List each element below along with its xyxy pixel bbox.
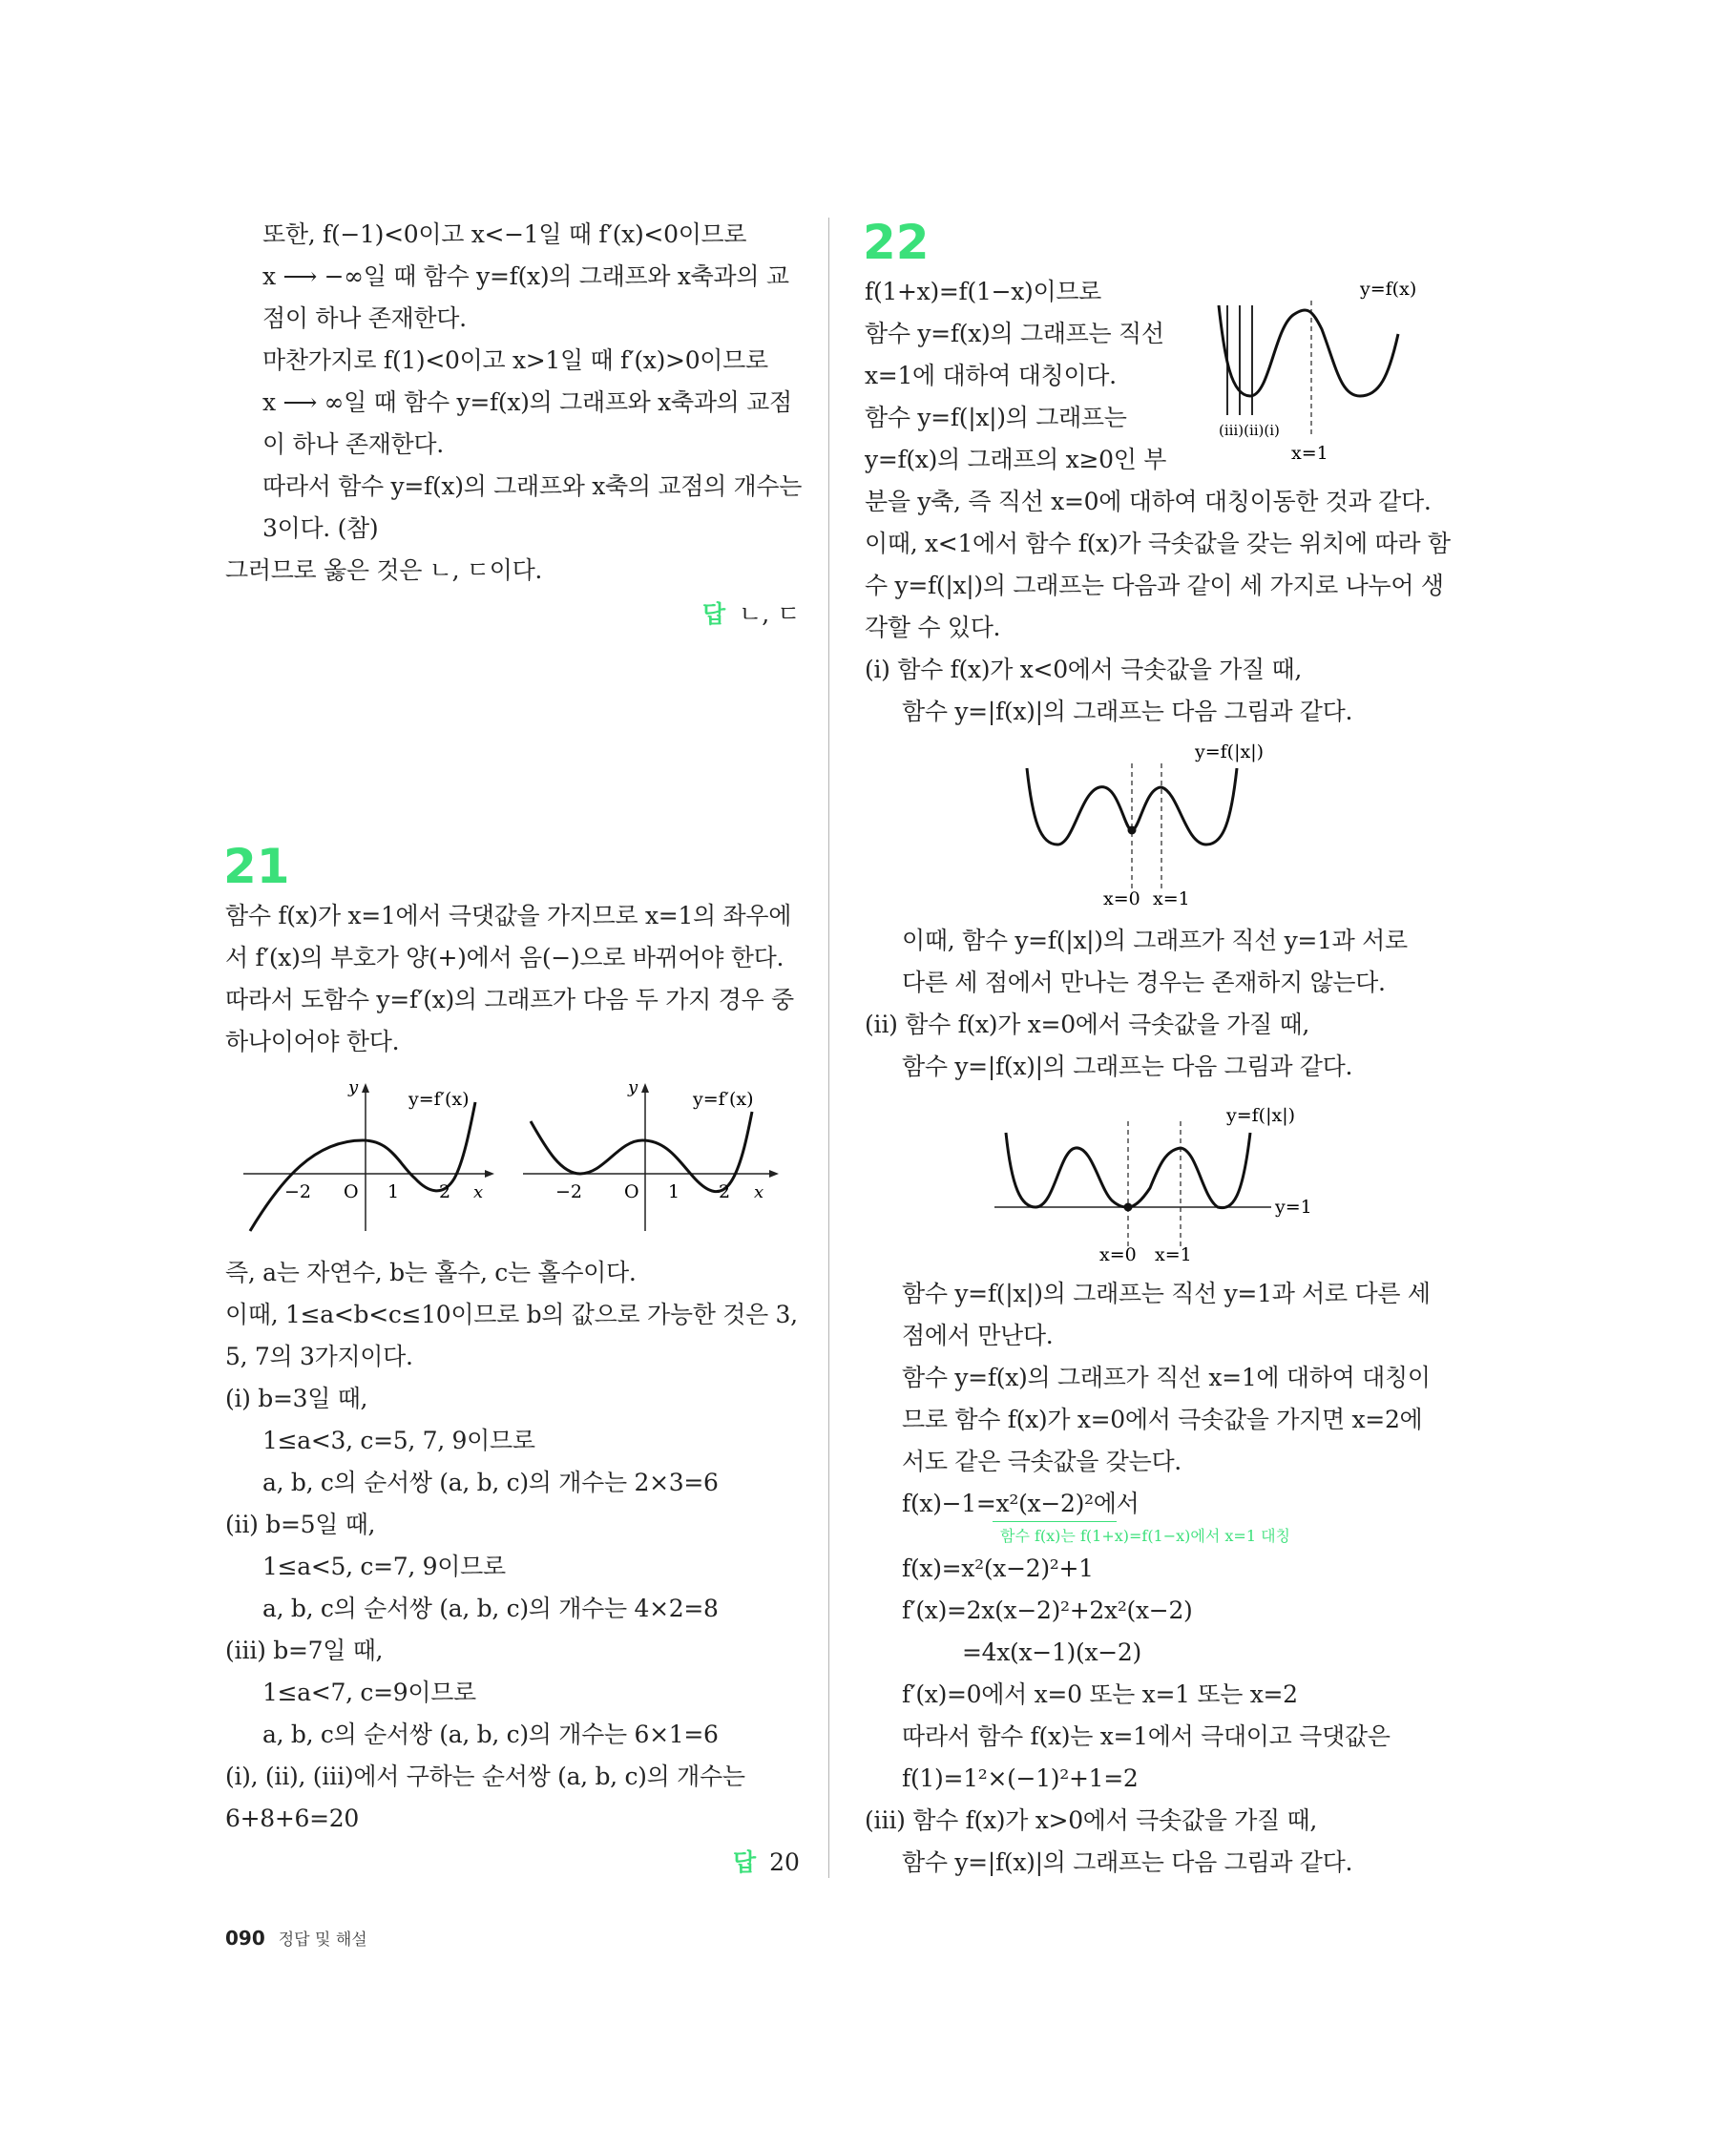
text-line: 그러므로 옳은 것은 ㄴ, ㄷ이다. xyxy=(225,556,543,584)
text-line: 1≤a<3, c=5, 7, 9이므로 xyxy=(262,1427,535,1454)
line-label: x=0 xyxy=(1103,888,1140,909)
text-line: 6+8+6=20 xyxy=(225,1805,359,1832)
text-line: f′(x)=2x(x−2)²+2x²(x−2) xyxy=(902,1596,1193,1624)
func-label: y=f′(x) xyxy=(693,1089,754,1110)
text-line: 따라서 도함수 y=f′(x)의 그래프가 다음 두 가지 경우 중 xyxy=(225,986,794,1013)
text-line: (ⅰ) b=3일 때, xyxy=(225,1385,368,1412)
section-title: 정답 및 해설 xyxy=(278,1930,367,1950)
text-line: 즉, a는 자연수, b는 홀수, c는 홀수이다. xyxy=(225,1259,637,1286)
text-line: 점에서 만난다. xyxy=(902,1322,1054,1349)
text-line: 따라서 함수 y=f(x)의 그래프와 x축의 교점의 개수는 xyxy=(262,472,803,500)
text-line: 이때, 1≤a<b<c≤10이므로 b의 값으로 가능한 것은 3, xyxy=(225,1301,798,1328)
tick-label: 2 xyxy=(439,1181,451,1202)
graph-fprime-case2 xyxy=(523,1074,790,1245)
func-label: y=f(x) xyxy=(1360,279,1417,300)
text-line: (ⅲ) 함수 f(x)가 x>0에서 극솟값을 가질 때, xyxy=(865,1806,1318,1834)
tick-label: 1 xyxy=(668,1181,680,1202)
text-line: a, b, c의 순서쌍 (a, b, c)의 개수는 6×1=6 xyxy=(262,1721,719,1748)
text-line: 점이 하나 존재한다. xyxy=(262,304,467,332)
text-line: 이때, 함수 y=f(|x|)의 그래프가 직선 y=1과 서로 xyxy=(902,927,1408,954)
text-line: 이 하나 존재한다. xyxy=(262,430,444,458)
text-line: 다른 세 점에서 만나는 경우는 존재하지 않는다. xyxy=(902,969,1386,996)
problem-number-21: 21 xyxy=(223,839,290,894)
tick-label: 1 xyxy=(387,1181,400,1202)
axis-label-y: y xyxy=(348,1077,359,1097)
answer-label: 답 xyxy=(702,600,726,628)
answer-21 xyxy=(733,1847,800,1878)
text-line: f′(x)=0에서 x=0 또는 x=1 또는 x=2 xyxy=(902,1680,1298,1708)
text-line: 수 y=f(|x|)의 그래프는 다음과 같이 세 가지로 나누어 생 xyxy=(865,572,1444,599)
text-line: (ⅱ) b=5일 때, xyxy=(225,1511,376,1538)
text-line: 하나이어야 한다. xyxy=(225,1028,400,1055)
text-line: 1≤a<7, c=9이므로 xyxy=(262,1679,476,1706)
axis-label-y: y xyxy=(628,1077,638,1097)
text-line: 함수 y=|f(x)|의 그래프는 다음 그림과 같다. xyxy=(902,698,1353,725)
text-line: 3이다. (참) xyxy=(262,514,379,542)
text-line: 서도 같은 극솟값을 갖는다. xyxy=(902,1448,1182,1475)
text-line: 1≤a<5, c=7, 9이므로 xyxy=(262,1553,506,1580)
func-label: y=f′(x) xyxy=(408,1089,470,1110)
text-line: 함수 y=|f(x)|의 그래프는 다음 그림과 같다. xyxy=(902,1053,1353,1080)
line-label: x=0 xyxy=(1099,1244,1137,1265)
text-line: (ⅱ) 함수 f(x)가 x=0에서 극솟값을 가질 때, xyxy=(865,1011,1310,1038)
answer-label: 답 xyxy=(733,1848,757,1876)
text-line: (ⅰ) 함수 f(x)가 x<0에서 극솟값을 가질 때, xyxy=(865,656,1303,683)
text-line: 분을 y축, 즉 직선 x=0에 대하여 대칭이동한 것과 같다. xyxy=(865,488,1432,515)
text-line: 므로 함수 f(x)가 x=0에서 극솟값을 가지면 x=2에 xyxy=(902,1406,1423,1433)
figure-case-ii xyxy=(993,1093,1336,1274)
case-marks: (ⅲ)(ⅱ)(ⅰ) xyxy=(1219,422,1280,439)
text-line: 함수 y=f(|x|)의 그래프는 xyxy=(865,404,1127,431)
text-line: f(x)=x²(x−2)²+1 xyxy=(902,1554,1094,1582)
text-line: f(1+x)=f(1−x)이므로 xyxy=(865,278,1102,305)
text-line: a, b, c의 순서쌍 (a, b, c)의 개수는 4×2=8 xyxy=(262,1595,719,1622)
tick-label: −2 xyxy=(284,1181,312,1202)
origin-label: O xyxy=(624,1181,639,1202)
text-line: 함수 y=f(x)의 그래프는 직선 xyxy=(865,320,1164,347)
line-label: y=1 xyxy=(1275,1197,1312,1218)
text-line: f(1)=1²×(−1)²+1=2 xyxy=(902,1764,1139,1792)
text-line: 이때, x<1에서 함수 f(x)가 극솟값을 갖는 위치에 따라 함 xyxy=(865,530,1451,557)
axis-label-x: x xyxy=(754,1182,764,1202)
figure-fx-symmetric xyxy=(1207,272,1446,468)
text-line: x ⟶ −∞일 때 함수 y=f(x)의 그래프와 x축과의 교 xyxy=(262,262,789,290)
axis-label-x: x xyxy=(473,1182,484,1202)
text-line: f(x)−1=x²(x−2)²에서 xyxy=(902,1490,1140,1517)
text-line: 5, 7의 3가지이다. xyxy=(225,1343,413,1370)
answer-top xyxy=(702,599,800,630)
line-label: x=1 xyxy=(1153,888,1190,909)
text-line: =4x(x−1)(x−2) xyxy=(962,1638,1141,1666)
page-number: 090 xyxy=(225,1927,265,1950)
text-line: 마찬가지로 f(1)<0이고 x>1일 때 f′(x)>0이므로 xyxy=(262,346,768,374)
origin-label: O xyxy=(344,1181,359,1202)
text-line: y=f(x)의 그래프의 x≥0인 부 xyxy=(865,446,1167,473)
line-label: x=1 xyxy=(1291,443,1328,464)
text-line: 따라서 함수 f(x)는 x=1에서 극대이고 극댓값은 xyxy=(902,1722,1391,1750)
text-line: 함수 y=|f(x)|의 그래프는 다음 그림과 같다. xyxy=(902,1848,1353,1876)
func-label: y=f(|x|) xyxy=(1226,1105,1296,1126)
note-underline xyxy=(993,1521,1117,1522)
text-line: 각할 수 있다. xyxy=(865,614,1001,641)
tick-label: 2 xyxy=(719,1181,731,1202)
text-line: 서 f′(x)의 부호가 양(+)에서 음(−)으로 바뀌어야 한다. xyxy=(225,944,784,971)
text-line: 함수 f(x)가 x=1에서 극댓값을 가지므로 x=1의 좌우에 xyxy=(225,902,792,929)
text-line: (ⅲ) b=7일 때, xyxy=(225,1637,384,1664)
side-note: 함수 f(x)는 f(1+x)=f(1−x)에서 x=1 대칭 xyxy=(1000,1527,1291,1545)
text-line: x=1에 대하여 대칭이다. xyxy=(865,362,1117,389)
line-label: x=1 xyxy=(1155,1244,1192,1265)
page-footer xyxy=(225,1926,367,1950)
text-line: 함수 y=f(x)의 그래프가 직선 x=1에 대하여 대칭이 xyxy=(902,1364,1431,1391)
column-divider xyxy=(828,218,829,1878)
text-line: x ⟶ ∞일 때 함수 y=f(x)의 그래프와 x축과의 교점 xyxy=(262,388,792,416)
answer-value: 20 xyxy=(769,1848,800,1876)
text-line: (ⅰ), (ⅱ), (ⅲ)에서 구하는 순서쌍 (a, b, c)의 개수는 xyxy=(225,1763,745,1790)
figure-case-i xyxy=(1012,735,1307,911)
graph-fprime-case1 xyxy=(239,1074,506,1245)
text-line: 함수 y=f(|x|)의 그래프는 직선 y=1과 서로 다른 세 xyxy=(902,1280,1431,1307)
text-line: 또한, f(−1)<0이고 x<−1일 때 f′(x)<0이므로 xyxy=(262,220,747,248)
tick-label: −2 xyxy=(555,1181,583,1202)
answer-value: ㄴ, ㄷ xyxy=(739,600,801,628)
func-label: y=f(|x|) xyxy=(1195,741,1265,762)
text-line: a, b, c의 순서쌍 (a, b, c)의 개수는 2×3=6 xyxy=(262,1469,719,1496)
problem-number-22: 22 xyxy=(863,215,930,270)
